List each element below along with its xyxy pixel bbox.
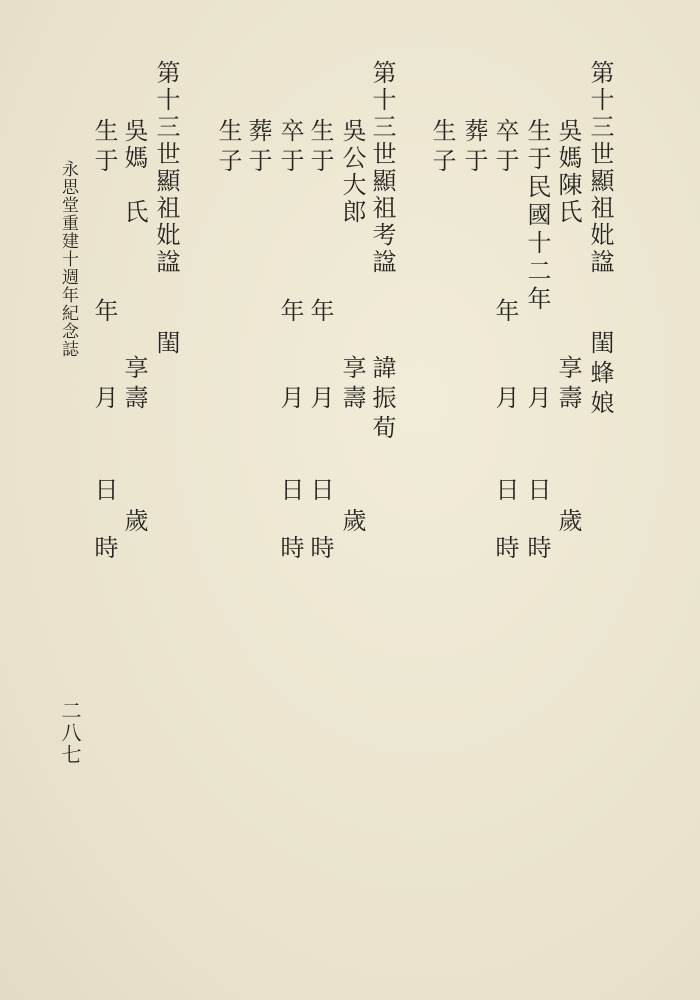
entry-1-birth-month: 月 (523, 385, 551, 409)
entry-1-name: 吳媽陳氏 (554, 118, 582, 226)
book-title: 永思堂重建十週年紀念誌 (58, 160, 78, 358)
entry-1-death: 卒于 (491, 118, 519, 178)
entry-3-birth-month: 月 (90, 385, 118, 409)
entry-3-birth-year: 年 (90, 298, 118, 322)
entry-2-death-year: 年 (276, 298, 304, 322)
entry-1-burial: 葬于 (460, 118, 488, 178)
entry-1-epithet: 閨蜂娘 (586, 330, 614, 420)
entry-2-birth-hour: 時 (306, 535, 334, 559)
entry-2-epithet: 諱振荀 (368, 355, 396, 445)
entry-1-birth: 生于民國十二年 (523, 118, 551, 314)
entry-2-burial: 葬于 (244, 118, 272, 178)
entry-1-death-hour: 時 (491, 535, 519, 559)
entry-1-death-day: 日 (491, 477, 519, 501)
entry-2-heading: 第十三世顯祖考諡 (368, 60, 396, 276)
entry-1-death-month: 月 (491, 385, 519, 409)
entry-1-birth-day: 日 (523, 477, 551, 501)
entry-2-birth: 生于 (306, 118, 334, 178)
entry-2-death-day: 日 (276, 477, 304, 501)
entry-2-death-hour: 時 (276, 535, 304, 559)
entry-2-name: 吳公大郎 (338, 118, 366, 226)
entry-3-birth-day: 日 (90, 477, 118, 501)
entry-3-name: 吳媽 氏 (120, 118, 148, 226)
entry-2-death: 卒于 (276, 118, 304, 178)
entry-1-children: 生子 (428, 118, 456, 178)
entry-3-birth: 生于 (90, 118, 118, 178)
entry-3-age-label: 享壽 (120, 355, 148, 415)
entry-1-heading: 第十三世顯祖妣諡 (586, 60, 614, 276)
entry-1-birth-hour: 時 (523, 535, 551, 559)
entry-3-heading: 第十三世顯祖妣諡 (152, 60, 180, 276)
entry-3-birth-hour: 時 (90, 535, 118, 559)
entry-2-birth-month: 月 (306, 385, 334, 409)
entry-1-age-unit: 歲 (554, 508, 582, 532)
entry-1-death-year: 年 (491, 298, 519, 322)
entry-2-death-month: 月 (276, 385, 304, 409)
entry-2-age-label: 享壽 (338, 355, 366, 415)
entry-2-birth-day: 日 (306, 477, 334, 501)
entry-2-children: 生子 (214, 118, 242, 178)
entry-1-age-label: 享壽 (554, 355, 582, 415)
page-number: 二八七 (58, 700, 82, 766)
entry-3-epithet: 閨 (152, 330, 180, 354)
entry-2-birth-year: 年 (306, 298, 334, 322)
entry-2-age-unit: 歲 (338, 508, 366, 532)
entry-3-age-unit: 歲 (120, 508, 148, 532)
